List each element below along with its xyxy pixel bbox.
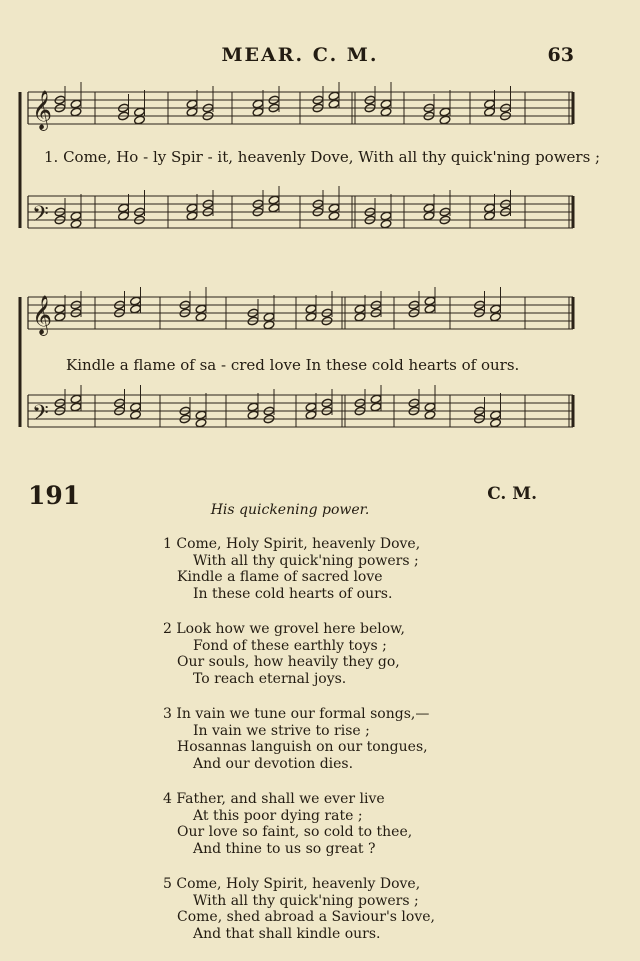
system-2-lyric: Kindle a flame of sa - cred love In these cold hearts of ours. [66, 356, 520, 374]
verse [163, 876, 435, 942]
note-head [370, 402, 382, 412]
verse-line: To reach eternal joys. [193, 670, 347, 687]
verse [163, 536, 435, 602]
verse-line: 4 Father, and shall we ever live [163, 791, 385, 807]
note-head [490, 410, 502, 420]
note-head [424, 296, 436, 306]
note-head [424, 402, 436, 412]
verse-line: 1 Come, Holy Spirit, heavenly Dove, [163, 536, 421, 552]
note-head [195, 304, 207, 314]
treble-clef-icon: 𝄞 [32, 294, 53, 335]
system-1-lyric: 1. Come, Ho - ly Spir - it, heavenly Dove, With all thy quick'ning powers ; [44, 148, 601, 166]
note-head [252, 99, 264, 109]
note-head [186, 211, 198, 221]
verse-line: With all thy quick'ning powers ; [193, 892, 419, 909]
verse [163, 706, 435, 772]
verse-line: Come, shed abroad a Saviour's love, [177, 909, 435, 925]
note-head [380, 211, 392, 221]
note-heads [32, 82, 511, 431]
note-head [195, 418, 207, 428]
note-head [186, 107, 198, 117]
note-head [70, 394, 82, 404]
note-head [484, 99, 496, 109]
verse-line: With all thy quick'ning powers ; [193, 552, 419, 569]
note-head [263, 312, 275, 322]
note-head [305, 410, 317, 420]
note-head [130, 296, 142, 306]
note-head [380, 99, 392, 109]
note-head [423, 203, 435, 213]
verse-line: Our love so faint, so cold to thee, [177, 824, 413, 840]
page-number: 63 [547, 44, 574, 66]
note-head [484, 211, 496, 221]
bass-clef-icon: 𝄢 [32, 400, 49, 431]
verse-line: 5 Come, Holy Spirit, heavenly Dove, [163, 876, 421, 892]
note-head [328, 203, 340, 213]
note-head [328, 99, 340, 109]
staff-lines [20, 89, 573, 427]
note-head [130, 402, 142, 412]
note-head [247, 410, 259, 420]
note-head [195, 410, 207, 420]
note-head [268, 195, 280, 205]
note-head [328, 91, 340, 101]
note-head [70, 107, 82, 117]
note-head [370, 394, 382, 404]
note-head [70, 402, 82, 412]
note-head [484, 203, 496, 213]
verse-line: And our devotion dies. [193, 755, 354, 772]
note-head [484, 107, 496, 117]
treble-clef-icon: 𝄞 [32, 89, 53, 130]
note-head [134, 115, 146, 125]
note-head [380, 219, 392, 229]
verse [163, 621, 435, 687]
note-head [54, 312, 66, 322]
note-head [70, 99, 82, 109]
note-head [439, 107, 451, 117]
note-head [490, 312, 502, 322]
verse-line: 2 Look how we grovel here below, [163, 621, 405, 637]
note-head [490, 304, 502, 314]
note-head [328, 211, 340, 221]
note-head [305, 304, 317, 314]
note-head [490, 418, 502, 428]
bass-clef-icon: 𝄢 [32, 201, 49, 232]
note-head [252, 107, 264, 117]
verse-line: At this poor dying rate ; [193, 807, 363, 824]
verse-line: Fond of these earthly toys ; [193, 637, 387, 654]
note-head [186, 99, 198, 109]
note-head [268, 203, 280, 213]
tune-title: MEAR. C. M. [221, 44, 379, 66]
note-head [439, 115, 451, 125]
note-head [263, 320, 275, 330]
verse-line: In vain we strive to rise ; [193, 722, 370, 739]
note-head [118, 211, 130, 221]
verse-line: 3 In vain we tune our formal songs,— [163, 706, 430, 722]
note-head [424, 410, 436, 420]
note-head [195, 312, 207, 322]
note-head [118, 203, 130, 213]
verse-line: And that shall kindle ours. [193, 925, 381, 942]
note-head [134, 107, 146, 117]
hymn-number: 191 [28, 481, 81, 510]
verse-line: Kindle a flame of sacred love [177, 569, 383, 585]
note-head [130, 410, 142, 420]
note-head [423, 211, 435, 221]
hymn-meter: C. M. [487, 484, 537, 504]
note-head [247, 402, 259, 412]
verse-line: And thine to us so great ? [193, 840, 376, 857]
note-head [70, 211, 82, 221]
note-head [354, 304, 366, 314]
note-head [424, 304, 436, 314]
note-head [305, 312, 317, 322]
note-head [54, 304, 66, 314]
verse-line: Hosannas languish on our tongues, [177, 739, 428, 755]
note-head [130, 304, 142, 314]
note-head [380, 107, 392, 117]
hymn-subtitle: His quickening power. [210, 502, 370, 518]
note-head [354, 312, 366, 322]
note-head [186, 203, 198, 213]
verse [163, 791, 435, 857]
hymn-verses [163, 536, 435, 961]
note-head [305, 402, 317, 412]
verse-line: In these cold hearts of ours. [193, 585, 393, 602]
note-head [70, 219, 82, 229]
verse-line: Our souls, how heavily they go, [177, 654, 400, 670]
